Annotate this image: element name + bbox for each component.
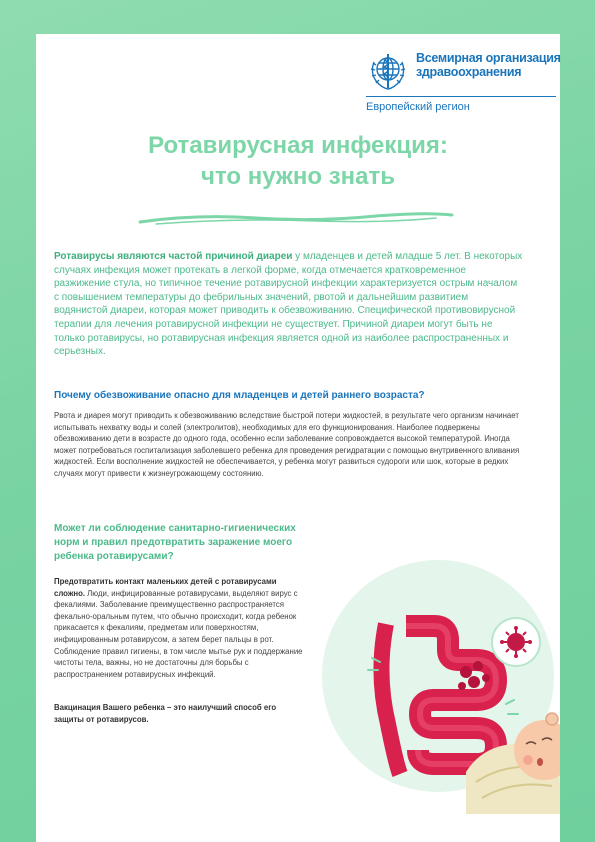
title-line-1: Ротавирусная инфекция: bbox=[148, 132, 448, 159]
intro-text: у младенцев и детей младше 5 лет. В некоторых случаях инфекция может протекать в легкой форме, когда отмечается кратковременное разжижение стула, но типичное течение ротавирусной инфекции характеризуется острым началом с повышением температуры до фебрильных значений, рвотой и дальнейшим развитием водянистой диареи, которая может приводить к обезвоживанию. Специфической противовирусной терапии для лечения ротавирусной инфекции не существует. Причиной диареи могут быть не только ротавирусы, но ротавирусная инфекция является одной из наиболее распространенных и серьезных. bbox=[54, 251, 523, 358]
section1-text: Рвота и диарея могут приводить к обезвоживанию вследствие быстрой потери жидкостей, в результате чего организм начинает испытывать нехватку воды и солей (электролитов), необходимых для его функционирования. Наиболее подвержены обезвоживанию дети в возрасте до одного года, особенно если заболевание сопровождается высокой температурой. Иногда может потребоваться госпитализация заболевшего ребенка для проведения регидратации с помощью внутривенного вливания жидкостей. Если восполнение жидкостей не обеспечивается, у ребенка могут развиться судороги или шок, которые в редких случаях могут привести к жизнеугрожающему состоянию. bbox=[54, 411, 520, 478]
page-title bbox=[36, 130, 560, 192]
title-line-2: что нужно знать bbox=[201, 163, 395, 190]
section1-heading: Почему обезвоживание опасно для младенцев и детей раннего возраста? bbox=[54, 390, 425, 401]
org-name: Всемирная организация здравоохранения bbox=[416, 51, 561, 79]
who-emblem-icon bbox=[366, 48, 410, 92]
section2-closing: Вакцинация Вашего ребенка – это наилучший способ его защиты от ротавирусов. bbox=[54, 703, 277, 724]
region-label: Европейский регион bbox=[366, 101, 470, 113]
virus-icon bbox=[492, 618, 540, 666]
header-divider bbox=[366, 96, 556, 97]
intro-highlight: Ротавирусы являются частой причиной диареи bbox=[54, 251, 293, 262]
section2-paragraph bbox=[54, 576, 304, 680]
decorative-squiggle bbox=[136, 210, 456, 228]
document-page bbox=[36, 34, 560, 842]
illustration bbox=[316, 554, 560, 814]
section2-lead: Предотвратить контакт маленьких детей с ротавирусами сложно. bbox=[54, 577, 277, 598]
intro-paragraph bbox=[54, 250, 524, 359]
section2-heading: Может ли соблюдение санитарно-гигиенических норм и правил предотвратить заражение моего ребенка ротавирусами? bbox=[54, 523, 296, 562]
section2-text: Люди, инфицированные ротавирусами, выделяют вирус с фекалиями. Заболевание преимущественно распространяется фекально-оральным путем, что обычно происходит, когда ребенок прикасается к фекалиям, предметам или поверхностям, инфицированным ротавирусом, а затем берет пальцы в рот. Соблюдение правил гигиены, в том числе мытье рук и поддержание чистоты тела, важны, но не достаточны для борьбы с распространением ротавирусных инфекций. bbox=[54, 588, 303, 679]
